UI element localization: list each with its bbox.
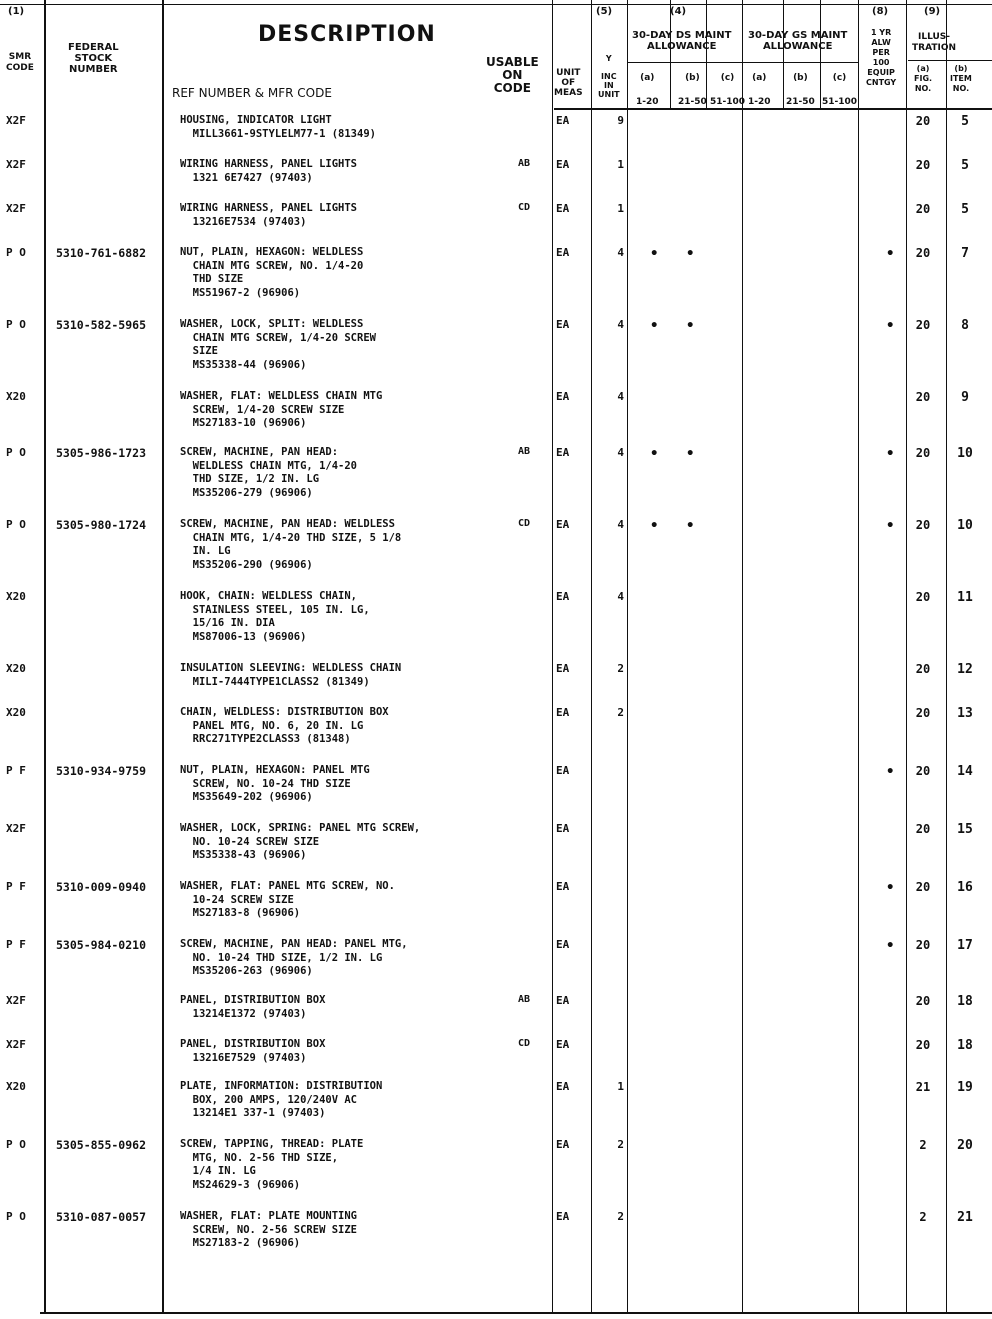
- unit-of-measure: EA: [556, 114, 570, 127]
- fig-no-header: (a) FIG. NO.: [914, 64, 933, 93]
- item-number: 9: [961, 390, 969, 405]
- usable-on-code: CD: [518, 202, 531, 213]
- item-number: 5: [961, 114, 969, 129]
- ds-sub-a: (a) 1-20: [636, 73, 659, 107]
- part-description: INSULATION SLEEVING: WELDLESS CHAIN MILI-7444TYPE1CLASS2 (81349): [180, 662, 402, 688]
- smr-code: P O: [6, 318, 26, 331]
- figure-number: 20: [915, 764, 931, 778]
- usable-on-header: USABLE ON CODE: [486, 55, 539, 95]
- item-number: 5: [961, 202, 969, 217]
- quantity: 4: [617, 390, 624, 403]
- unit-of-measure: EA: [556, 202, 570, 215]
- unit-of-measure: EA: [556, 706, 570, 719]
- figure-number: 20: [915, 202, 931, 216]
- part-description: PLATE, INFORMATION: DISTRIBUTION BOX, 200 AMPS, 120/240V AC 13214E1 337-1 (97403): [180, 1080, 383, 1119]
- item-number: 7: [961, 246, 969, 261]
- allowance-marker-icon: •: [686, 246, 695, 262]
- smr-code: X2F: [6, 822, 26, 835]
- quantity: 2: [617, 706, 624, 719]
- federal-stock-number: 5305-980-1724: [56, 518, 147, 532]
- figure-number: 20: [915, 1038, 931, 1052]
- smr-code: P O: [6, 1138, 26, 1151]
- allowance-marker-icon: •: [886, 446, 895, 462]
- allowance-marker-icon: •: [686, 318, 695, 334]
- figure-number: 20: [915, 994, 931, 1008]
- col-number: (1): [8, 6, 25, 17]
- quantity: 1: [617, 158, 624, 171]
- smr-code: P O: [6, 446, 26, 459]
- col-divider: [858, 0, 859, 1312]
- allowance-marker-icon: •: [886, 246, 895, 262]
- part-description: WASHER, LOCK, SPLIT: WELDLESS CHAIN MTG SCREW, 1/4-20 SCREW SIZE MS35338-44 (96906): [180, 318, 376, 371]
- allowance-marker-icon: •: [686, 446, 695, 462]
- federal-stock-number: 5310-761-6882: [56, 246, 147, 260]
- header-rule: [554, 108, 992, 110]
- part-description: PANEL, DISTRIBUTION BOX 13214E1372 (97403): [180, 994, 326, 1020]
- unit-of-measure: EA: [556, 158, 570, 171]
- unit-of-measure: EA: [556, 764, 570, 777]
- part-description: WASHER, FLAT: WELDLESS CHAIN MTG SCREW, 1/4-20 SCREW SIZE MS27183-10 (96906): [180, 390, 383, 429]
- smr-code: P O: [6, 1210, 26, 1223]
- bottom-rule: [40, 1312, 992, 1314]
- col-divider: [946, 0, 947, 1312]
- col-divider: [742, 0, 743, 1312]
- item-number: 14: [957, 764, 973, 779]
- allowance-marker-icon: •: [886, 318, 895, 334]
- allowance-marker-icon: •: [686, 518, 695, 534]
- item-number: 10: [957, 518, 973, 533]
- allowance-marker-icon: •: [650, 518, 659, 534]
- col-number: (9): [924, 6, 941, 17]
- ds-sub-b: (b) 21-50: [678, 73, 707, 107]
- unit-of-measure: EA: [556, 518, 570, 531]
- smr-code: X20: [6, 662, 26, 675]
- federal-stock-number: 5310-582-5965: [56, 318, 147, 332]
- ds-sub-c: (c) 51-100: [710, 73, 746, 107]
- figure-number: 20: [915, 880, 931, 894]
- smr-code: P F: [6, 880, 26, 893]
- unit-of-measure: EA: [556, 822, 570, 835]
- item-number: 20: [957, 1138, 973, 1153]
- figure-number: 2: [919, 1138, 927, 1152]
- header-rule: [0, 4, 992, 5]
- usable-on-code: CD: [518, 1038, 531, 1049]
- figure-number: 20: [915, 114, 931, 128]
- part-description: CHAIN, WELDLESS: DISTRIBUTION BOX PANEL MTG, NO. 6, 20 IN. LG RRC271TYPE2CLASS3 (81348): [180, 706, 389, 745]
- qty-inc-header: Y INC IN UNIT: [598, 54, 620, 99]
- item-number: 21: [957, 1210, 973, 1225]
- figure-number: 20: [915, 390, 931, 404]
- smr-code: X20: [6, 390, 26, 403]
- col-divider: [820, 0, 821, 110]
- federal-stock-number: 5305-986-1723: [56, 446, 147, 460]
- part-description: HOUSING, INDICATOR LIGHT MILL3661-9STYLELM77-1 (81349): [180, 114, 376, 140]
- quantity: 1: [617, 1080, 624, 1093]
- federal-stock-number: 5305-855-0962: [56, 1138, 147, 1152]
- col-divider: [783, 0, 784, 110]
- ref-number-header: REF NUMBER & MFR CODE: [172, 86, 332, 100]
- gs-maint-header: 30-DAY GS MAINT ALLOWANCE: [748, 30, 848, 52]
- item-number: 15: [957, 822, 973, 837]
- page-title: DESCRIPTION: [258, 22, 436, 47]
- unit-of-measure: EA: [556, 318, 570, 331]
- header-rule: [628, 62, 858, 63]
- allowance-marker-icon: •: [886, 938, 895, 954]
- item-number: 18: [957, 994, 973, 1009]
- col-number: (8): [872, 6, 889, 17]
- usable-on-code: AB: [518, 446, 531, 457]
- allowance-marker-icon: •: [650, 318, 659, 334]
- unit-of-measure: EA: [556, 880, 570, 893]
- part-description: HOOK, CHAIN: WELDLESS CHAIN, STAINLESS STEEL, 105 IN. LG, 15/16 IN. DIA MS87006-13 (96906): [180, 590, 370, 643]
- item-number: 11: [957, 590, 973, 605]
- part-description: WIRING HARNESS, PANEL LIGHTS 1321 6E7427 (97403): [180, 158, 358, 184]
- figure-number: 20: [915, 662, 931, 676]
- federal-stock-number: 5310-087-0057: [56, 1210, 147, 1224]
- unit-of-measure: EA: [556, 1038, 570, 1051]
- quantity: 2: [617, 1210, 624, 1223]
- part-description: SCREW, MACHINE, PAN HEAD: PANEL MTG, NO. 10-24 THD SIZE, 1/2 IN. LG MS35206-263 (96906): [180, 938, 408, 977]
- col-divider: [906, 0, 907, 1312]
- col-divider: [162, 0, 164, 1314]
- item-number: 17: [957, 938, 973, 953]
- allowance-marker-icon: •: [650, 246, 659, 262]
- part-description: NUT, PLAIN, HEXAGON: WELDLESS CHAIN MTG SCREW, NO. 1/4-20 THD SIZE MS51967-2 (96906): [180, 246, 364, 299]
- allowance-marker-icon: •: [886, 518, 895, 534]
- illustration-header: ILLUS- TRATION: [912, 32, 957, 53]
- smr-code: X20: [6, 590, 26, 603]
- col-divider: [44, 0, 46, 1314]
- unit-of-measure: EA: [556, 246, 570, 259]
- unit-of-measure: EA: [556, 938, 570, 951]
- quantity: 4: [617, 318, 624, 331]
- figure-number: 20: [915, 590, 931, 604]
- col-divider: [591, 0, 592, 1312]
- smr-code: X2F: [6, 994, 26, 1007]
- quantity: 4: [617, 446, 624, 459]
- allowance-marker-icon: •: [886, 880, 895, 896]
- col-divider: [627, 0, 628, 1312]
- one-yr-header: 1 YR ALW PER 100 EQUIP CNTGY: [866, 28, 897, 87]
- usable-on-code: AB: [518, 158, 531, 169]
- gs-sub-b: (b) 21-50: [786, 73, 815, 107]
- federal-stock-number: 5305-984-0210: [56, 938, 147, 952]
- quantity: 4: [617, 590, 624, 603]
- col-number: (4): [670, 6, 687, 17]
- quantity: 9: [617, 114, 624, 127]
- quantity: 1: [617, 202, 624, 215]
- fsn-header: FEDERAL STOCK NUMBER: [68, 42, 119, 75]
- unit-of-measure: EA: [556, 590, 570, 603]
- item-number: 18: [957, 1038, 973, 1053]
- header-rule: [908, 60, 992, 61]
- item-number: 13: [957, 706, 973, 721]
- smr-code: X20: [6, 1080, 26, 1093]
- smr-code: P O: [6, 518, 26, 531]
- federal-stock-number: 5310-934-9759: [56, 764, 147, 778]
- allowance-marker-icon: •: [886, 764, 895, 780]
- unit-of-meas-header: UNIT OF MEAS: [554, 68, 583, 98]
- smr-code: P F: [6, 764, 26, 777]
- quantity: 2: [617, 1138, 624, 1151]
- smr-code: P F: [6, 938, 26, 951]
- gs-sub-a: (a) 1-20: [748, 73, 771, 107]
- item-number: 5: [961, 158, 969, 173]
- figure-number: 20: [915, 446, 931, 460]
- part-description: SCREW, MACHINE, PAN HEAD: WELDLESS CHAIN MTG, 1/4-20 THD SIZE, 5 1/8 IN. LG MS35206-290 (96906): [180, 518, 402, 571]
- smr-code: X2F: [6, 158, 26, 171]
- part-description: PANEL, DISTRIBUTION BOX 13216E7529 (97403): [180, 1038, 326, 1064]
- smr-code: X2F: [6, 114, 26, 127]
- figure-number: 2: [919, 1210, 927, 1224]
- item-number: 16: [957, 880, 973, 895]
- part-description: WASHER, FLAT: PLATE MOUNTING SCREW, NO. 2-56 SCREW SIZE MS27183-2 (96906): [180, 1210, 358, 1249]
- figure-number: 20: [915, 706, 931, 720]
- item-number: 19: [957, 1080, 973, 1095]
- figure-number: 20: [915, 938, 931, 952]
- quantity: 4: [617, 246, 624, 259]
- item-number: 8: [961, 318, 969, 333]
- figure-number: 20: [915, 246, 931, 260]
- usable-on-code: AB: [518, 994, 531, 1005]
- figure-number: 20: [915, 318, 931, 332]
- smr-code: P O: [6, 246, 26, 259]
- allowance-marker-icon: •: [650, 446, 659, 462]
- figure-number: 20: [915, 158, 931, 172]
- smr-code-header: SMR CODE: [6, 52, 34, 73]
- part-description: WASHER, FLAT: PANEL MTG SCREW, NO. 10-24 SCREW SIZE MS27183-8 (96906): [180, 880, 395, 919]
- unit-of-measure: EA: [556, 390, 570, 403]
- unit-of-measure: EA: [556, 994, 570, 1007]
- col-divider: [552, 0, 553, 1312]
- part-description: WASHER, LOCK, SPRING: PANEL MTG SCREW, NO. 10-24 SCREW SIZE MS35338-43 (96906): [180, 822, 421, 861]
- gs-sub-c: (c) 51-100: [822, 73, 858, 107]
- smr-code: X2F: [6, 202, 26, 215]
- col-number: (5): [596, 6, 613, 17]
- usable-on-code: CD: [518, 518, 531, 529]
- part-description: WIRING HARNESS, PANEL LIGHTS 13216E7534 (97403): [180, 202, 358, 228]
- unit-of-measure: EA: [556, 1210, 570, 1223]
- quantity: 4: [617, 518, 624, 531]
- item-number: 10: [957, 446, 973, 461]
- ds-maint-header: 30-DAY DS MAINT ALLOWANCE: [632, 30, 732, 52]
- smr-code: X2F: [6, 1038, 26, 1051]
- part-description: SCREW, TAPPING, THREAD: PLATE MTG, NO. 2-56 THD SIZE, 1/4 IN. LG MS24629-3 (96906): [180, 1138, 364, 1191]
- figure-number: 20: [915, 822, 931, 836]
- item-number: 12: [957, 662, 973, 677]
- figure-number: 21: [915, 1080, 931, 1094]
- unit-of-measure: EA: [556, 1080, 570, 1093]
- item-no-header: (b) ITEM NO.: [950, 64, 972, 93]
- unit-of-measure: EA: [556, 446, 570, 459]
- part-description: SCREW, MACHINE, PAN HEAD: WELDLESS CHAIN MTG, 1/4-20 THD SIZE, 1/2 IN. LG MS35206-279 (96906): [180, 446, 358, 499]
- part-description: NUT, PLAIN, HEXAGON: PANEL MTG SCREW, NO. 10-24 THD SIZE MS35649-202 (96906): [180, 764, 370, 803]
- unit-of-measure: EA: [556, 662, 570, 675]
- figure-number: 20: [915, 518, 931, 532]
- federal-stock-number: 5310-009-0940: [56, 880, 147, 894]
- unit-of-measure: EA: [556, 1138, 570, 1151]
- quantity: 2: [617, 662, 624, 675]
- smr-code: X20: [6, 706, 26, 719]
